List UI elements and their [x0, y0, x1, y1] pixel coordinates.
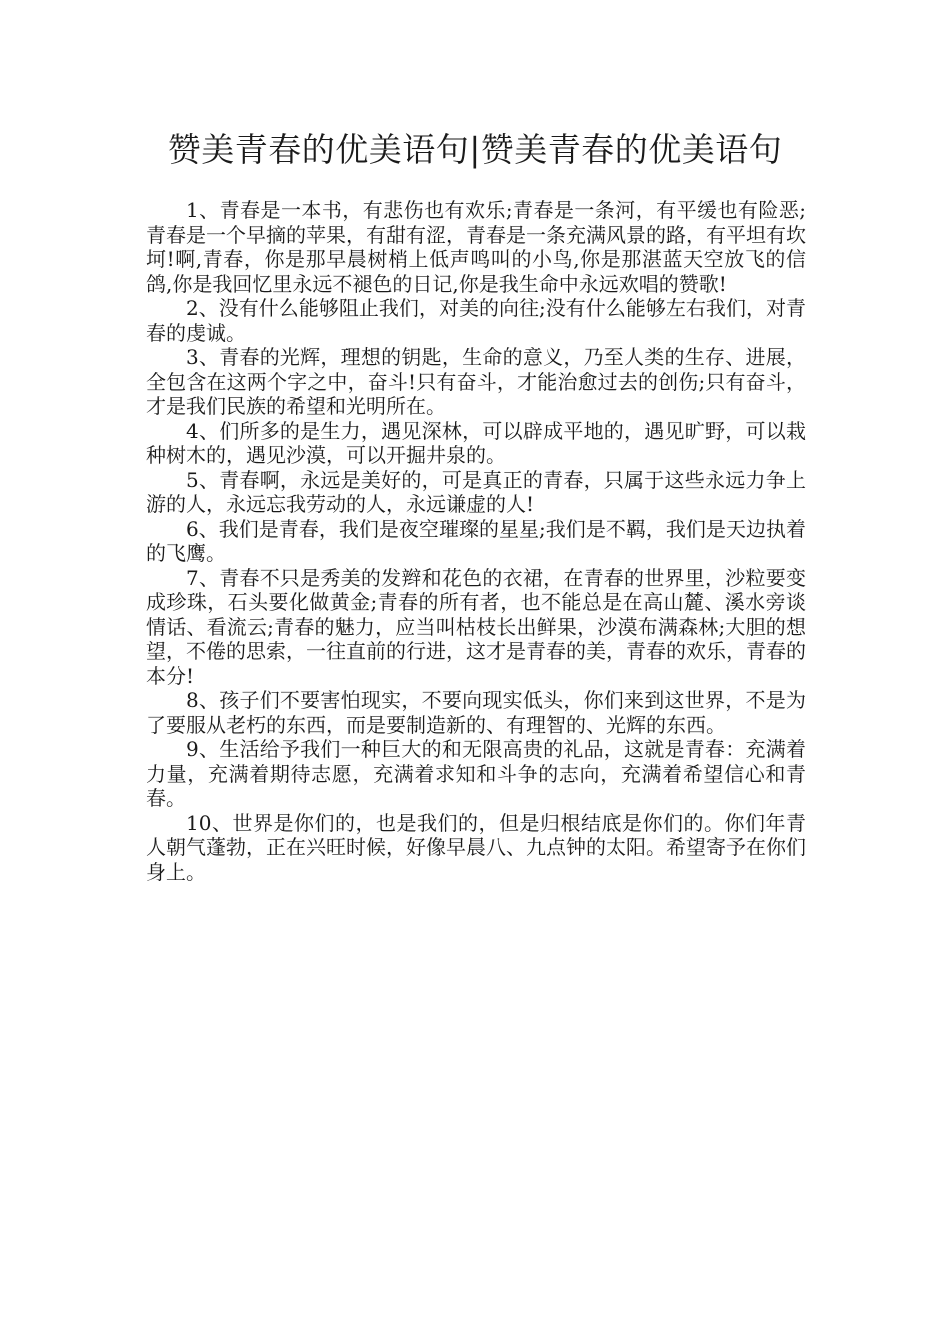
paragraph-10: 10、世界是你们的，也是我们的，但是归根结底是你们的。你们年青人朝气蓬勃，正在兴旺时候，好像早晨八、九点钟的太阳。希望寄予在你们身上。	[146, 810, 806, 884]
paragraph-2: 2、没有什么能够阻止我们，对美的向往;没有什么能够左右我们，对青春的虔诚。	[146, 296, 806, 345]
paragraph-8: 8、孩子们不要害怕现实，不要向现实低头，你们来到这世界，不是为了要服从老朽的东西，而是要制造新的、有理智的、光辉的东西。	[146, 688, 806, 737]
paragraph-4: 4、们所多的是生力，遇见深林，可以辟成平地的，遇见旷野，可以栽种树木的，遇见沙漠，可以开掘井泉的。	[146, 418, 806, 467]
paragraph-5: 5、青春啊，永远是美好的，可是真正的青春，只属于这些永远力争上游的人，永远忘我劳动的人，永远谦虚的人!	[146, 467, 806, 516]
paragraph-6: 6、我们是青春，我们是夜空璀璨的星星;我们是不羁，我们是天边执着的飞鹰。	[146, 516, 806, 565]
paragraph-7: 7、青春不只是秀美的发辫和花色的衣裙，在青春的世界里，沙粒要变成珍珠，石头要化做黄金;青春的所有者，也不能总是在高山麓、溪水旁谈情话、看流云;青春的魅力，应当叫枯枝长出鲜果，沙漠布满森林;大胆的想望，不倦的思索，一往直前的行进，这才是青春的美，青春的欢乐，青春的本分!	[146, 565, 806, 688]
paragraph-3: 3、青春的光辉，理想的钥匙，生命的意义，乃至人类的生存、进展，全包含在这两个字之中，奋斗!只有奋斗，才能治愈过去的创伤;只有奋斗，才是我们民族的希望和光明所在。	[146, 345, 806, 418]
paragraph-9: 9、生活给予我们一种巨大的和无限高贵的礼品，这就是青春：充满着力量，充满着期待志愿，充满着求知和斗争的志向，充满着希望信心和青春。	[146, 737, 806, 810]
document-body	[146, 198, 806, 884]
document-title: 赞美青春的优美语句|赞美青春的优美语句	[167, 130, 783, 169]
paragraph-1: 1、青春是一本书，有悲伤也有欢乐;青春是一条河，有平缓也有险恶;青春是一个早摘的苹果，有甜有涩，青春是一条充满风景的路，有平坦有坎坷!啊,青春，你是那早晨树梢上低声鸣叫的小鸟,你是那湛蓝天空放飞的信鸽,你是我回忆里永远不褪色的日记,你是我生命中永远欢唱的赞歌!	[146, 198, 806, 296]
